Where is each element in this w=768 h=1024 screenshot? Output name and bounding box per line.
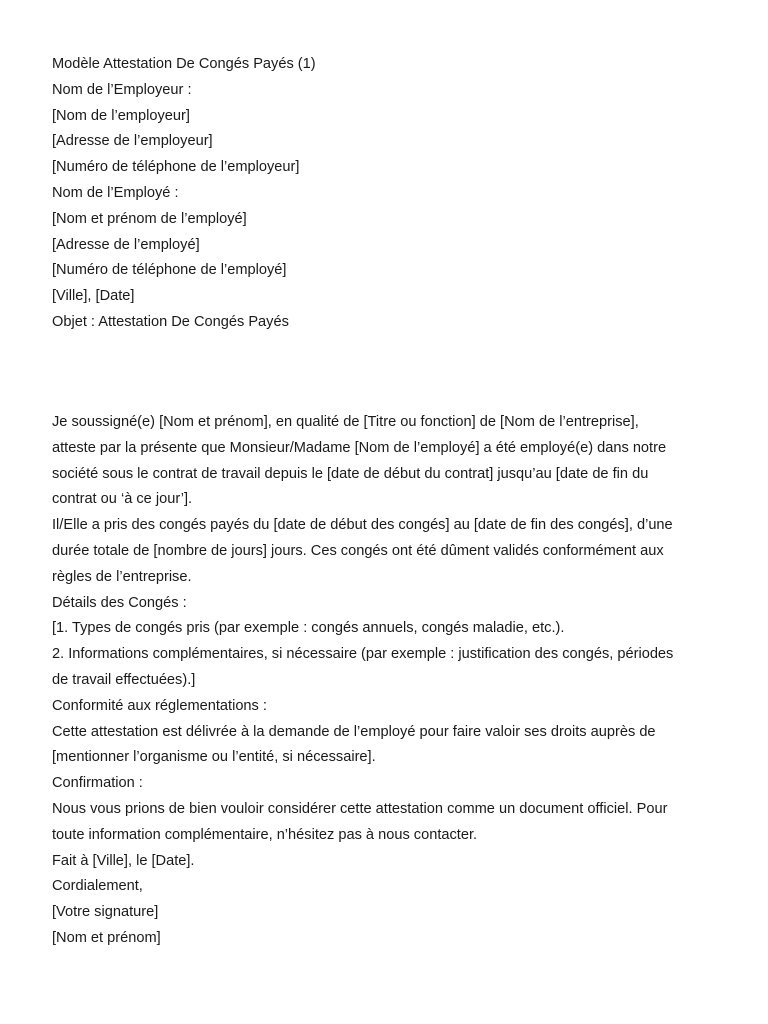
body-line: Je soussigné(e) [Nom et prénom], en qualité de [Titre ou fonction] de [Nom de l’entreprise], (52, 414, 639, 430)
signer-name-placeholder: [Nom et prénom] (52, 929, 161, 946)
body-line: société sous le contrat de travail depuis le [date de début du contrat] jusqu’au [date de fin du (52, 465, 649, 482)
closing-salutation: Cordialement, (52, 878, 143, 895)
employer-name-placeholder: [Nom de l’employeur] (52, 107, 190, 124)
signature-placeholder: [Votre signature] (52, 904, 159, 921)
letter-body (52, 410, 722, 952)
employee-phone-placeholder: [Numéro de téléphone de l’employé] (52, 262, 287, 279)
employee-name-placeholder: [Nom et prénom de l’employé] (52, 210, 247, 227)
employer-phone-placeholder: [Numéro de téléphone de l’employeur] (52, 159, 300, 176)
section-heading-details: Détails des Congés : (52, 594, 187, 611)
subject-line: Objet : Attestation De Congés Payés (52, 313, 289, 330)
body-line: Il/Elle a pris des congés payés du [date de début des congés] au [date de fin des congés], d’une (52, 517, 673, 534)
letter-header (52, 52, 732, 336)
document-title: Modèle Attestation De Congés Payés (1) (52, 56, 316, 72)
body-line: Cette attestation est délivrée à la demande de l’employé pour faire valoir ses droits auprès de (52, 723, 656, 740)
employer-heading: Nom de l’Employeur : (52, 81, 192, 98)
employee-heading: Nom de l’Employé : (52, 184, 179, 201)
body-line: de travail effectuées).] (52, 671, 196, 688)
section-heading-confirmation: Confirmation : (52, 775, 143, 792)
body-line: contrat ou ‘à ce jour’]. (52, 491, 193, 508)
body-line: règles de l’entreprise. (52, 568, 192, 585)
body-line: [1. Types de congés pris (par exemple : congés annuels, congés maladie, etc.). (52, 620, 565, 637)
body-line: [mentionner l’organisme ou l’entité, si nécessaire]. (52, 749, 376, 766)
body-line: atteste par la présente que Monsieur/Madame [Nom de l’employé] a été employé(e) dans notre (52, 439, 667, 456)
body-line: 2. Informations complémentaires, si nécessaire (par exemple : justification des congés, périodes (52, 646, 674, 663)
place-date-line: Fait à [Ville], le [Date]. (52, 852, 195, 869)
section-heading-compliance: Conformité aux réglementations : (52, 697, 267, 714)
employer-address-placeholder: [Adresse de l’employeur] (52, 133, 213, 150)
city-date-line: [Ville], [Date] (52, 288, 135, 305)
body-line: toute information complémentaire, n’hésitez pas à nous contacter. (52, 826, 478, 843)
body-line: Nous vous prions de bien vouloir considérer cette attestation comme un document officiel. Pour (52, 800, 668, 817)
body-line: durée totale de [nombre de jours] jours. Ces congés ont été dûment validés conformément aux (52, 542, 664, 559)
employee-address-placeholder: [Adresse de l’employé] (52, 236, 200, 253)
